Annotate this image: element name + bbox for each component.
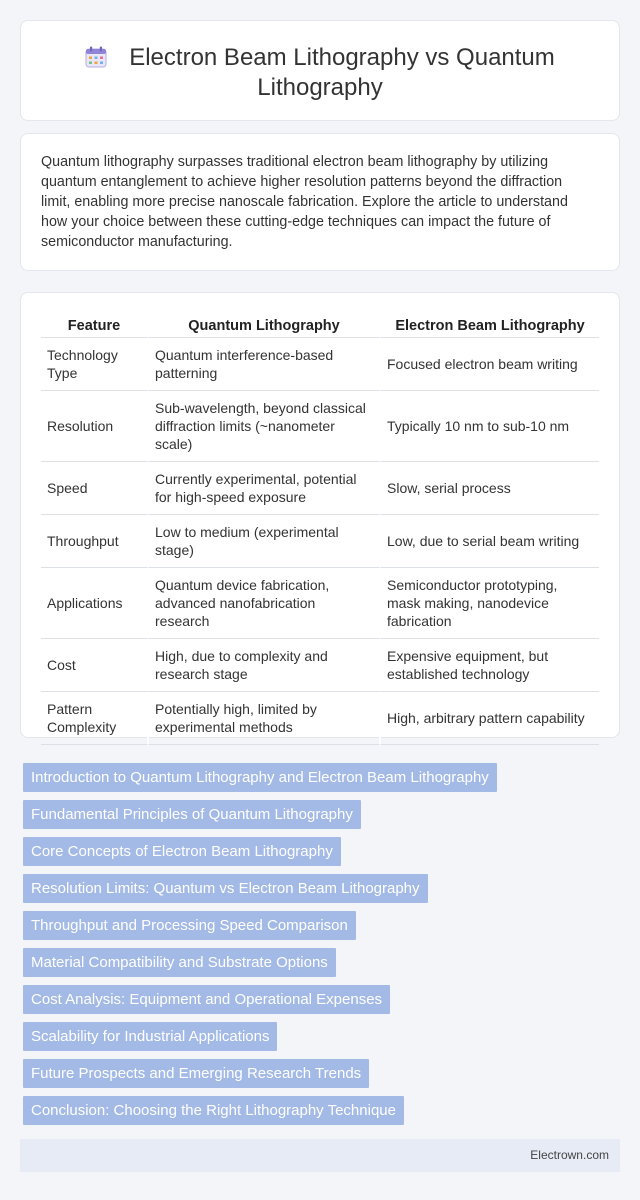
toc-link-resolution-limits[interactable]: Resolution Limits: Quantum vs Electron Beam Lithography <box>23 874 428 903</box>
page-title <box>85 43 555 103</box>
comparison-table-card <box>20 292 620 738</box>
feature-cell: Speed <box>41 462 147 515</box>
intro-card <box>20 133 620 271</box>
feature-cell: Applications <box>41 568 147 639</box>
toc-link-cost-analysis[interactable]: Cost Analysis: Equipment and Operational Expenses <box>23 985 390 1014</box>
page-title-line1: Electron Beam Lithography vs Quantum <box>129 44 555 71</box>
table-row <box>41 692 599 745</box>
ebl-cell: Semiconductor prototyping, mask making, nanodevice fabrication <box>379 568 599 639</box>
table-row <box>41 639 599 692</box>
ebl-cell: High, arbitrary pattern capability <box>379 692 599 745</box>
ebl-cell: Typically 10 nm to sub-10 nm <box>379 391 599 462</box>
table-row <box>41 391 599 462</box>
header-feature: Feature <box>41 313 147 338</box>
header-quantum-lithography: Quantum Lithography <box>147 313 379 338</box>
feature-cell: Technology Type <box>41 338 147 391</box>
toc-link-introduction[interactable]: Introduction to Quantum Lithography and Electron Beam Lithography <box>23 763 497 792</box>
feature-cell: Throughput <box>41 515 147 568</box>
comparison-table <box>41 313 599 745</box>
toc-link-throughput[interactable]: Throughput and Processing Speed Comparison <box>23 911 356 940</box>
intro-paragraph: Quantum lithography surpasses traditional electron beam lithography by utilizing quantum entanglement to achieve higher resolution patterns beyond the diffraction limit, enabling more precise nanoscale fabrication. Explore the article to understand how your choice between these cutting-edge techniques can impact the future of semiconductor manufacturing. <box>41 154 568 250</box>
calendar-icon <box>85 46 107 68</box>
title-card <box>20 20 620 121</box>
quantum-cell: Sub-wavelength, beyond classical diffraction limits (~nanometer scale) <box>147 391 379 462</box>
toc-link-future-prospects[interactable]: Future Prospects and Emerging Research Trends <box>23 1059 369 1088</box>
table-row <box>41 462 599 515</box>
toc-link-material-compatibility[interactable]: Material Compatibility and Substrate Options <box>23 948 336 977</box>
feature-cell: Cost <box>41 639 147 692</box>
ebl-cell: Low, due to serial beam writing <box>379 515 599 568</box>
footer <box>20 1139 620 1172</box>
quantum-cell: Quantum interference-based patterning <box>147 338 379 391</box>
ebl-cell: Expensive equipment, but established technology <box>379 639 599 692</box>
quantum-cell: Low to medium (experimental stage) <box>147 515 379 568</box>
table-row <box>41 515 599 568</box>
toc-link-core-concepts[interactable]: Core Concepts of Electron Beam Lithography <box>23 837 341 866</box>
table-header-row <box>41 313 599 338</box>
quantum-cell: Potentially high, limited by experimental methods <box>147 692 379 745</box>
ebl-cell: Focused electron beam writing <box>379 338 599 391</box>
toc-link-scalability[interactable]: Scalability for Industrial Applications <box>23 1022 277 1051</box>
quantum-cell: Quantum device fabrication, advanced nanofabrication research <box>147 568 379 639</box>
feature-cell: Resolution <box>41 391 147 462</box>
quantum-cell: High, due to complexity and research stage <box>147 639 379 692</box>
feature-cell: Pattern Complexity <box>41 692 147 745</box>
footer-brand[interactable]: Electrown.com <box>530 1148 609 1162</box>
table-row <box>41 338 599 391</box>
ebl-cell: Slow, serial process <box>379 462 599 515</box>
page-title-line2: Lithography <box>257 74 383 101</box>
header-electron-beam-lithography: Electron Beam Lithography <box>379 313 599 338</box>
table-row <box>41 568 599 639</box>
toc-link-conclusion[interactable]: Conclusion: Choosing the Right Lithography Technique <box>23 1096 404 1125</box>
quantum-cell: Currently experimental, potential for high-speed exposure <box>147 462 379 515</box>
toc-link-fundamental-principles[interactable]: Fundamental Principles of Quantum Lithography <box>23 800 361 829</box>
